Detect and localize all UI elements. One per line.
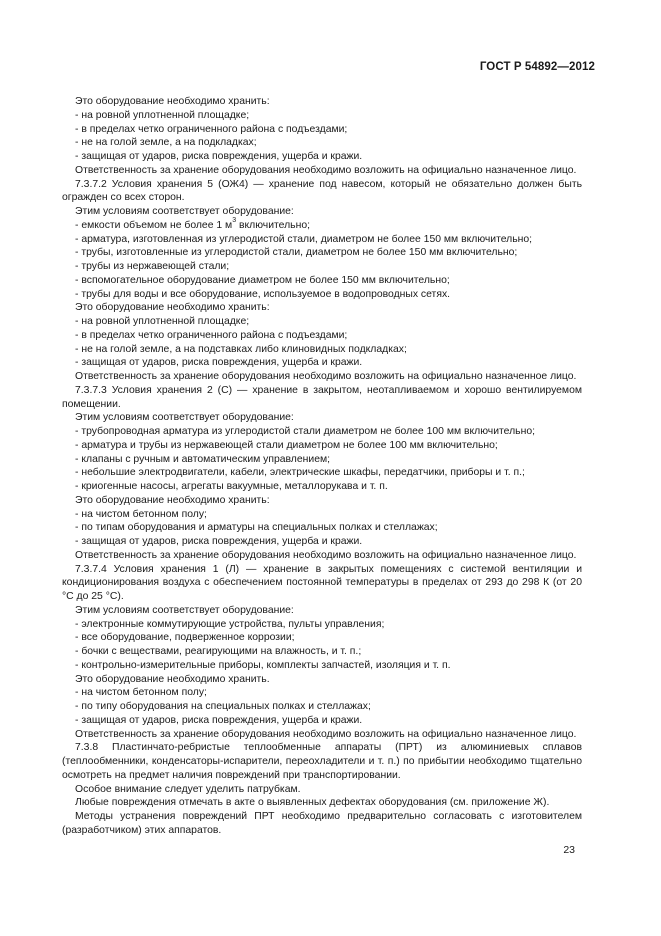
standard-header: ГОСТ Р 54892—2012	[479, 61, 595, 73]
list-item: - защищая от ударов, риска повреждения, ущерба и кражи.	[75, 151, 363, 162]
list-item	[62, 219, 582, 233]
list-item: - на ровной уплотненной площадке;	[75, 316, 250, 327]
paragraph: Ответственность за хранение оборудования необходимо возложить на официально назначенное лицо.	[75, 164, 577, 176]
page-number: 23	[563, 844, 575, 856]
list-item: - контрольно-измерительные приборы, комплекты запчастей, изоляция и т. п.	[75, 659, 451, 671]
paragraph: Это оборудование необходимо хранить.	[75, 673, 270, 685]
paragraph: Ответственность за хранение оборудования необходимо возложить на официально назначенное лицо.	[75, 549, 577, 561]
paragraph: Это оборудование необходимо хранить:	[75, 494, 270, 506]
list-item: - по типам оборудования и арматуры на специальных полках и стеллажах;	[75, 522, 438, 534]
paragraph: Этим условиям соответствует оборудование:	[75, 206, 294, 217]
list-item: - все оборудование, подверженное коррозии;	[75, 632, 295, 644]
list-item: - вспомогательное оборудование диаметром не более 150 мм включительно;	[75, 274, 450, 286]
list-item: - на чистом бетонном полу;	[75, 687, 207, 699]
paragraph: Этим условиям соответствует оборудование:	[75, 604, 294, 616]
list-item-text-end: включительно;	[236, 219, 310, 231]
list-item: - защищая от ударов, риска повреждения, ущерба и кражи.	[75, 536, 363, 547]
list-item-text: - емкости объемом не более 1 м	[75, 219, 233, 231]
list-item: - бочки с веществами, реагирующими на влажность, и т. п.;	[75, 646, 362, 657]
list-item: - электронные коммутирующие устройства, пульты управления;	[75, 618, 385, 630]
paragraph: Это оборудование необходимо хранить:	[75, 302, 270, 314]
paragraph: Ответственность за хранение оборудования необходимо возложить на официально назначенное лицо.	[75, 728, 577, 740]
list-item: - криогенные насосы, агрегаты вакуумные, металлорукава и т. п.	[75, 481, 388, 492]
list-item: - арматура, изготовленная из углеродистой стали, диаметром не более 150 мм включительно;	[75, 233, 533, 245]
list-item: - в пределах четко ограниченного района с подъездами;	[75, 329, 348, 341]
list-item: - трубы, изготовленные из углеродистой стали, диаметром не более 150 мм включительно;	[75, 247, 518, 259]
list-item: - трубопроводная арматура из углеродистой стали диаметром не более 100 мм включительно;	[75, 426, 535, 437]
paragraph: Особое внимание следует уделить патрубкам.	[75, 783, 301, 795]
list-item: - на чистом бетонном полу;	[75, 508, 207, 520]
list-item: - на ровной уплотненной площадке;	[75, 109, 250, 121]
list-item: - защищая от ударов, риска повреждения, ущерба и кражи.	[75, 357, 363, 369]
list-item: - по типу оборудования на специальных полках и стеллажах;	[75, 701, 371, 712]
superscript: 3	[232, 217, 237, 225]
list-item: - небольшие электродвигатели, кабели, электрические шкафы, передатчики, приборы и т. п.;	[75, 467, 525, 479]
paragraph: Это оборудование необходимо хранить:	[75, 96, 270, 107]
list-item: - трубы для воды и все оборудование, используемое в водопроводных сетях.	[75, 288, 451, 300]
section-7-3-7-4: 7.3.7.4 Условия хранения 1 (Л) — хранение в закрытых помещениях с системой вентиляции и кондиционирования воздуха с обеспечением постоянной температуры в пределах от 293 до 298 К (от 20 °С до 25 °С).	[62, 563, 582, 602]
list-item: - клапаны с ручным и автоматическим управлением;	[75, 453, 331, 465]
list-item: - в пределах четко ограниченного района с подъездами;	[75, 123, 348, 135]
document-body	[62, 95, 582, 838]
list-item: - защищая от ударов, риска повреждения, ущерба и кражи.	[75, 714, 363, 726]
list-item: - не на голой земле, а на подкладках;	[75, 137, 257, 149]
list-item: - трубы из нержавеющей стали;	[75, 261, 230, 272]
paragraph: Этим условиям соответствует оборудование:	[75, 412, 294, 424]
paragraph: Ответственность за хранение оборудования необходимо возложить на официально назначенное лицо.	[75, 371, 577, 382]
paragraph: Методы устранения повреждений ПРТ необходимо предварительно согласовать с изготовителем (разработчиком) этих аппаратов.	[62, 811, 582, 836]
section-7-3-8: 7.3.8 Пластинчато-ребристые теплообменные аппараты (ПРТ) из алюминиевых сплавов (теплообменники, конденсаторы-испарители, переохладители и т. п.) по прибытии необходимо тщательно осмотреть на предмет наличия повреждений при транспортировании.	[62, 742, 582, 781]
section-7-3-7-3: 7.3.7.3 Условия хранения 2 (С) — хранение в закрытом, неотапливаемом и хорошо вентилируемом помещении.	[62, 384, 582, 410]
list-item: - арматура и трубы из нержавеющей стали диаметром не более 100 мм включительно;	[75, 439, 498, 451]
list-item: - не на голой земле, а на подставках либо клиновидных подкладках;	[75, 343, 407, 355]
paragraph: Любые повреждения отмечать в акте о выявленных дефектах оборудования (см. приложение Ж).	[75, 797, 550, 809]
section-7-3-7-2: 7.3.7.2 Условия хранения 5 (ОЖ4) — хранение под навесом, который не обязательно должен быть огражден со всех сторон.	[62, 178, 582, 204]
